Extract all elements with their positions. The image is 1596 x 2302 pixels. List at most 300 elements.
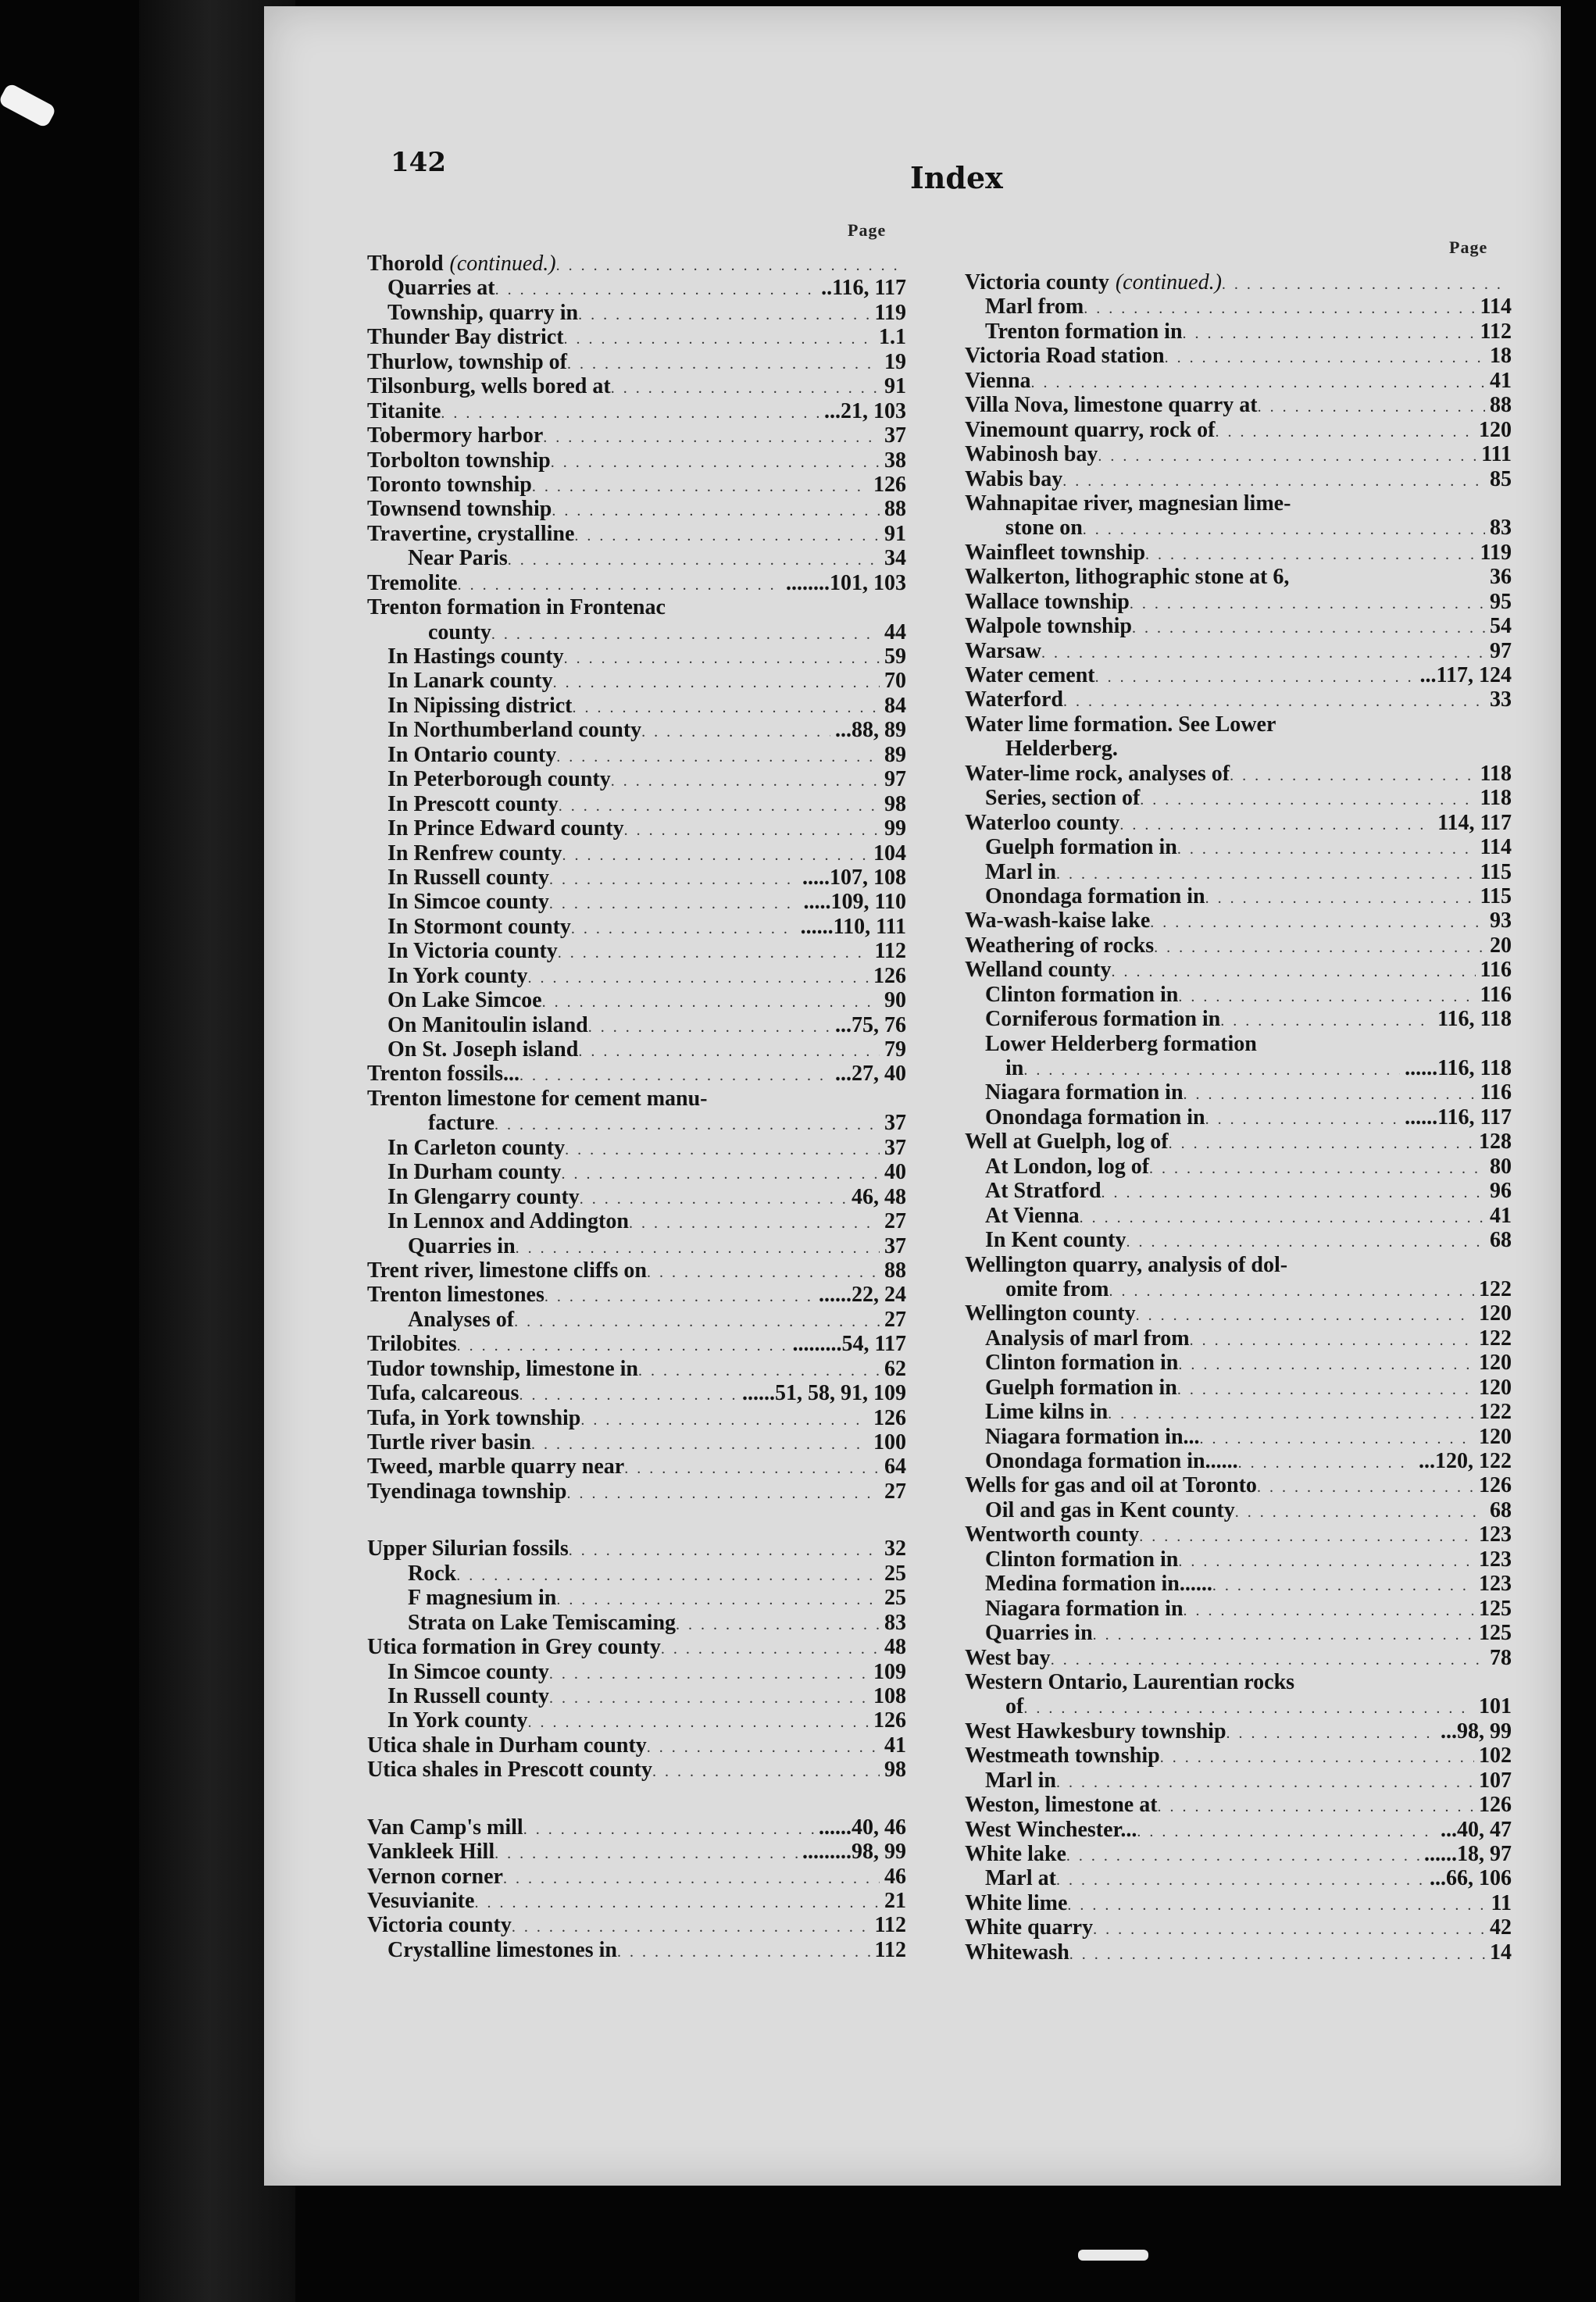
entry-text: Onondaga formation in <box>985 1105 1205 1130</box>
entry-pages: 37 <box>884 1135 906 1160</box>
dot-leader <box>1215 418 1474 442</box>
entry-pages: 90 <box>884 988 906 1013</box>
index-entry <box>965 1842 1512 1866</box>
entry-pages: 97 <box>1490 638 1512 663</box>
entry-pages: 41 <box>1490 368 1512 393</box>
index-entry <box>367 1406 906 1430</box>
entry-text: Wabinosh bay <box>965 442 1098 467</box>
index-entry <box>965 1056 1512 1080</box>
entry-text: Tufa, in York township <box>367 1405 581 1430</box>
entry-pages: 114, 117 <box>1437 810 1512 835</box>
entry-text: Whitewash <box>965 1940 1069 1965</box>
dot-leader <box>456 1561 880 1586</box>
entry-pages: 33 <box>1490 687 1512 712</box>
entry-text: Trenton fossils... <box>367 1062 520 1087</box>
entry-pages: .....109, 110 <box>803 890 906 915</box>
entry-text: Wahnapitae river, magnesian lime- <box>965 491 1291 516</box>
entry-text: omite from <box>1005 1276 1109 1301</box>
index-entry <box>367 497 906 521</box>
entry-pages: 114 <box>1480 294 1512 319</box>
dot-leader <box>1169 1130 1474 1154</box>
index-entry <box>965 344 1512 368</box>
entry-pages: ...21, 103 <box>824 398 906 423</box>
index-entry <box>367 1087 906 1111</box>
index-entry <box>367 1258 906 1283</box>
entry-text: On Lake Simcoe <box>387 988 542 1013</box>
entry-text: Series, section of <box>985 786 1141 811</box>
dot-leader <box>1184 1597 1474 1621</box>
entry-pages: 128 <box>1479 1130 1512 1155</box>
index-entry <box>367 1708 906 1733</box>
entry-text: Tremolite <box>367 570 458 595</box>
dot-leader <box>549 890 799 914</box>
entry-pages: 14 <box>1490 1940 1512 1965</box>
entry-text: Marl at <box>985 1866 1056 1891</box>
entry-text: At London, log of <box>985 1154 1150 1179</box>
index-entry <box>965 1400 1512 1424</box>
scan-artifact-bottom <box>1078 2250 1148 2261</box>
entry-text: Tudor township, limestone in <box>367 1356 638 1381</box>
dot-leader <box>564 325 874 349</box>
entry-text: Quarries at <box>387 276 495 301</box>
dot-leader <box>661 1635 880 1659</box>
entry-pages: 44 <box>884 619 906 644</box>
entry-pages: 112 <box>874 1937 906 1962</box>
entry-text: In Russell county <box>387 1683 549 1708</box>
entry-text: Turtle river basin <box>367 1430 532 1454</box>
entry-pages: ...27, 40 <box>835 1062 906 1087</box>
entry-text: At Stratford <box>985 1179 1101 1204</box>
entry-text: Tyendinaga township <box>367 1479 567 1504</box>
entry-pages: 20 <box>1490 933 1512 958</box>
dot-leader <box>1136 1301 1474 1326</box>
entry-text: On Manitoulin island <box>387 1012 588 1037</box>
dot-leader <box>1177 1376 1474 1400</box>
dot-leader <box>574 522 880 546</box>
entry-text: In Ontario county <box>387 742 557 767</box>
entry-pages: 25 <box>884 1561 906 1586</box>
dot-leader <box>566 1479 880 1504</box>
dot-leader <box>1238 1449 1414 1473</box>
entry-text: Medina formation in...... <box>985 1572 1212 1597</box>
scan-artifact <box>0 82 57 128</box>
entry-text: Tufa, calcareous <box>367 1381 520 1406</box>
entry-text: Vinemount quarry, rock of <box>965 417 1216 442</box>
entry-text: Utica formation in Grey county <box>367 1635 661 1660</box>
entry-text: In Prescott county <box>387 791 559 816</box>
dot-leader <box>1132 614 1485 638</box>
index-entry <box>965 1743 1512 1768</box>
dot-leader <box>503 1865 880 1889</box>
index-entry <box>965 687 1512 712</box>
index-entry <box>965 294 1512 319</box>
entry-pages: 123 <box>1479 1522 1512 1547</box>
entry-text: Torbolton township <box>367 448 551 473</box>
dot-leader <box>611 374 880 398</box>
entry-text: Walkerton, lithographic stone at 6, <box>965 565 1290 590</box>
entry-note: (continued.) <box>449 252 556 276</box>
index-entry <box>965 1646 1512 1670</box>
entry-pages: 116 <box>1480 958 1512 983</box>
entry-pages: 41 <box>1490 1203 1512 1228</box>
entry-text: Weston, limestone at <box>965 1793 1158 1818</box>
entry-pages: 123 <box>1479 1572 1512 1597</box>
dot-leader <box>1235 1498 1485 1522</box>
entry-pages: 36 <box>1490 565 1512 590</box>
entry-text: Titanite <box>367 398 441 423</box>
dot-leader <box>556 252 902 276</box>
entry-pages: 97 <box>884 767 906 792</box>
index-entry <box>367 1561 906 1586</box>
entry-pages: 42 <box>1490 1915 1512 1940</box>
dot-leader <box>523 1815 814 1840</box>
entry-pages: 102 <box>1479 1743 1512 1768</box>
dot-leader <box>556 1586 880 1610</box>
dot-leader <box>1056 1866 1425 1890</box>
entry-pages: 11 <box>1491 1890 1512 1915</box>
dot-leader <box>1140 786 1475 810</box>
entry-pages: 98 <box>884 791 906 816</box>
entry-text: West Hawkesbury township <box>965 1718 1226 1743</box>
entry-pages: 38 <box>884 448 906 473</box>
entry-text: West Winchester... <box>965 1817 1137 1842</box>
entry-text: Corniferous formation in <box>985 1007 1221 1032</box>
entry-pages: 27 <box>884 1307 906 1332</box>
entry-pages: ......40, 46 <box>819 1815 906 1840</box>
entry-text: Wabis bay <box>965 466 1063 491</box>
dot-leader <box>1222 270 1507 294</box>
entry-pages: 19 <box>884 349 906 374</box>
entry-pages: ..116, 117 <box>821 276 906 301</box>
dot-leader <box>551 448 880 473</box>
dot-leader <box>516 1234 880 1258</box>
entry-text: Wells for gas and oil at Toronto <box>965 1473 1257 1498</box>
entry-text: In York county <box>387 963 528 988</box>
index-entry <box>965 737 1512 761</box>
entry-text: Wentworth county <box>965 1522 1140 1547</box>
dot-leader <box>624 1454 880 1479</box>
entry-pages: 83 <box>884 1610 906 1635</box>
index-entry <box>367 988 906 1012</box>
index-entry <box>367 1357 906 1381</box>
page-title: Index <box>910 160 1003 195</box>
dot-leader <box>1158 1793 1474 1817</box>
entry-pages: 83 <box>1490 516 1512 541</box>
index-entry <box>367 792 906 816</box>
entry-pages: 85 <box>1490 466 1512 491</box>
dot-leader <box>1137 1818 1436 1842</box>
index-entry <box>367 1660 906 1684</box>
dot-leader <box>559 792 880 816</box>
entry-pages: 37 <box>884 423 906 448</box>
index-entry <box>965 1228 1512 1252</box>
dot-leader <box>1178 983 1475 1007</box>
entry-text: Lower Helderberg formation <box>985 1031 1257 1056</box>
index-entry <box>965 319 1512 344</box>
entry-text: West bay <box>965 1645 1051 1670</box>
entry-pages: 114 <box>1480 835 1512 860</box>
dot-leader <box>1212 1572 1474 1596</box>
entry-text: Welland county <box>965 958 1112 983</box>
index-entry <box>965 1277 1512 1301</box>
index-entry <box>965 860 1512 884</box>
index-entry <box>367 571 906 595</box>
entry-text: Well at Guelph, log of <box>965 1130 1169 1155</box>
dot-leader <box>569 1536 880 1561</box>
dot-leader <box>1126 1228 1485 1252</box>
entry-pages: 112 <box>874 939 906 964</box>
entry-text: Niagara formation in... <box>985 1424 1200 1449</box>
dot-leader <box>527 964 869 988</box>
entry-pages: 120 <box>1479 417 1512 442</box>
entry-text: In Northumberland county <box>387 718 642 743</box>
dot-leader <box>1205 884 1476 908</box>
dot-leader <box>474 1889 880 1913</box>
index-entry <box>367 301 906 325</box>
index-entry <box>965 1719 1512 1743</box>
dot-leader <box>1031 369 1485 393</box>
dot-leader <box>641 718 830 742</box>
index-entry <box>367 399 906 423</box>
dot-leader <box>611 767 880 791</box>
entry-text: Thunder Bay district <box>367 325 564 350</box>
dot-leader <box>441 399 819 423</box>
entry-text: In Renfrew county <box>387 840 562 865</box>
dot-leader <box>1111 958 1475 982</box>
entry-pages: 104 <box>873 840 906 865</box>
index-entry <box>367 522 906 546</box>
dot-leader <box>1066 1842 1419 1866</box>
entry-text: Westmeath township <box>965 1743 1160 1768</box>
entry-text: Water-lime rock, analyses of <box>965 761 1230 786</box>
entry-text: Vesuvianite <box>367 1889 475 1913</box>
entry-text: Tweed, marble quarry near <box>367 1454 625 1479</box>
entry-text: Travertine, crystalline <box>367 521 575 546</box>
dot-leader <box>1220 1007 1433 1031</box>
entry-text: Clinton formation in <box>985 982 1179 1007</box>
entry-text: Van Camp's mill <box>367 1815 523 1840</box>
dot-leader <box>1139 1522 1474 1547</box>
dot-leader <box>1093 1621 1474 1645</box>
entry-text: Crystalline limestones in <box>387 1937 617 1962</box>
entry-text: White lake <box>965 1842 1066 1866</box>
index-entry <box>367 1430 906 1454</box>
entry-text: Villa Nova, limestone quarry at <box>965 393 1258 418</box>
index-entry <box>965 1425 1512 1449</box>
page-column-label-left: Page <box>848 220 887 240</box>
entry-pages: ......51, 58, 91, 109 <box>742 1381 906 1406</box>
entry-pages: 62 <box>884 1356 906 1381</box>
entry-text: In Durham county <box>387 1160 562 1185</box>
entry-text: Victoria county <box>367 1913 512 1938</box>
entry-pages: 122 <box>1479 1326 1512 1351</box>
index-entry <box>367 718 906 742</box>
index-entry <box>367 841 906 865</box>
index-entry <box>367 350 906 374</box>
entry-pages: 122 <box>1479 1400 1512 1425</box>
index-entry <box>367 865 906 890</box>
index-entry <box>367 1160 906 1184</box>
index-entry <box>965 1473 1512 1497</box>
entry-text: F magnesium in <box>408 1586 557 1611</box>
index-entry <box>965 1498 1512 1522</box>
dot-leader <box>617 1938 870 1962</box>
dot-leader <box>1145 541 1476 565</box>
entry-pages: 88 <box>884 497 906 522</box>
index-entry <box>367 1938 906 1962</box>
index-entry <box>965 1080 1512 1105</box>
dot-leader <box>1230 762 1475 786</box>
index-entry <box>965 1572 1512 1596</box>
dot-leader <box>588 1013 830 1037</box>
dot-leader <box>514 1308 880 1332</box>
dot-leader <box>1080 1204 1485 1228</box>
entry-text: facture <box>428 1111 495 1136</box>
entry-pages: 96 <box>1490 1179 1512 1204</box>
entry-pages: 91 <box>884 374 906 399</box>
dot-leader <box>580 1406 869 1430</box>
entry-text: county <box>428 619 491 644</box>
dot-leader <box>495 1840 798 1864</box>
entry-text: Toronto township <box>367 472 532 497</box>
index-entry <box>367 1283 906 1307</box>
entry-pages: 40 <box>884 1160 906 1185</box>
index-entry <box>965 1793 1512 1817</box>
entry-text: Townsend township <box>367 497 552 522</box>
entry-text: Utica shales in Prescott county <box>367 1758 652 1783</box>
entry-pages: 68 <box>1490 1228 1512 1253</box>
dot-leader <box>495 1111 880 1135</box>
entry-text: Helderberg. <box>1005 737 1118 762</box>
entry-pages: .........98, 99 <box>802 1840 906 1865</box>
entry-text: In Hastings county <box>387 644 564 669</box>
dot-leader <box>491 620 880 644</box>
entry-text: Thurlow, township of <box>367 349 567 374</box>
index-entry <box>965 1891 1512 1915</box>
index-entry <box>965 418 1512 442</box>
index-entry <box>367 374 906 398</box>
dot-leader <box>1165 344 1485 368</box>
index-entry <box>965 786 1512 810</box>
entry-text: Clinton formation in <box>985 1547 1179 1572</box>
index-entry <box>367 644 906 669</box>
entry-text: Trenton formation in <box>985 319 1183 344</box>
entry-pages: 122 <box>1479 1276 1512 1301</box>
index-entry <box>965 614 1512 638</box>
entry-pages: 70 <box>884 669 906 694</box>
section-gap <box>367 1504 906 1536</box>
entry-pages: 115 <box>1480 859 1512 884</box>
index-entry <box>367 620 906 644</box>
entry-text: Guelph formation in <box>985 835 1177 860</box>
entry-pages: ......22, 24 <box>819 1283 906 1308</box>
dot-leader <box>638 1357 880 1381</box>
dot-leader <box>558 939 870 963</box>
index-entry <box>965 270 1512 294</box>
dot-leader <box>1023 1056 1400 1080</box>
entry-pages: 118 <box>1480 786 1512 811</box>
dot-leader <box>1184 1080 1476 1105</box>
dot-leader <box>1150 908 1485 933</box>
entry-text: Clinton formation in <box>985 1351 1179 1376</box>
page-column-label-right: Page <box>1449 237 1488 257</box>
entry-pages: 89 <box>884 742 906 767</box>
entry-pages: 95 <box>1490 589 1512 614</box>
index-entry <box>367 1111 906 1135</box>
index-entry <box>965 1179 1512 1203</box>
entry-pages: 34 <box>884 546 906 571</box>
dot-leader <box>1200 1425 1474 1449</box>
dot-leader <box>458 571 781 595</box>
entry-pages: 27 <box>884 1479 906 1504</box>
entry-text: Analysis of marl from <box>985 1326 1190 1351</box>
index-entry <box>367 1536 906 1561</box>
dot-leader <box>1041 639 1485 663</box>
index-entry <box>367 1136 906 1160</box>
index-entry <box>367 1635 906 1659</box>
entry-pages: 126 <box>873 1405 906 1430</box>
dot-leader <box>652 1758 880 1782</box>
index-entry <box>367 1308 906 1332</box>
entry-pages: ...120, 122 <box>1419 1449 1512 1473</box>
index-entry <box>965 1007 1512 1031</box>
entry-pages: 32 <box>884 1536 906 1561</box>
entry-pages: 126 <box>873 963 906 988</box>
entry-text: In Stormont county <box>387 914 571 939</box>
entry-pages: .........54, 117 <box>792 1332 906 1357</box>
index-entry <box>965 1866 1512 1890</box>
entry-text: In Simcoe county <box>387 1659 549 1684</box>
index-column-left <box>367 252 906 1962</box>
entry-pages: 123 <box>1479 1547 1512 1572</box>
entry-pages: ...98, 99 <box>1441 1718 1512 1743</box>
dot-leader <box>543 423 880 448</box>
entry-text: Quarries in <box>408 1233 516 1258</box>
entry-pages: 126 <box>1479 1793 1512 1818</box>
entry-text: White lime <box>965 1890 1068 1915</box>
entry-pages: 109 <box>873 1659 906 1684</box>
dot-leader <box>565 1136 880 1160</box>
entry-text: stone on <box>1005 516 1083 541</box>
entry-pages: 116, 118 <box>1437 1007 1512 1032</box>
index-entry <box>367 1815 906 1840</box>
entry-pages: 98 <box>884 1758 906 1783</box>
entry-pages: 120 <box>1479 1375 1512 1400</box>
entry-pages: 41 <box>884 1733 906 1758</box>
entry-text: Victoria county <box>965 270 1109 294</box>
entry-pages: 119 <box>1480 540 1512 565</box>
entry-text: In Victoria county <box>387 939 558 964</box>
entry-pages: 59 <box>884 644 906 669</box>
index-entry <box>965 369 1512 393</box>
index-entry <box>367 276 906 300</box>
dot-leader <box>1108 1400 1474 1424</box>
dot-leader <box>1258 393 1485 417</box>
entry-pages: 100 <box>873 1430 906 1454</box>
entry-pages: 111 <box>1481 442 1512 467</box>
entry-text: Analyses of <box>408 1307 515 1332</box>
dot-leader <box>1101 1179 1485 1203</box>
dot-leader <box>1154 933 1485 958</box>
index-entry <box>965 1155 1512 1179</box>
dot-leader <box>542 988 880 1012</box>
dot-leader <box>1109 1277 1474 1301</box>
entry-text: Vienna <box>965 368 1031 393</box>
index-entry <box>965 1547 1512 1572</box>
index-entry <box>965 393 1512 417</box>
dot-leader <box>1098 442 1476 466</box>
entry-text: Oil and gas in Kent county <box>985 1497 1235 1522</box>
